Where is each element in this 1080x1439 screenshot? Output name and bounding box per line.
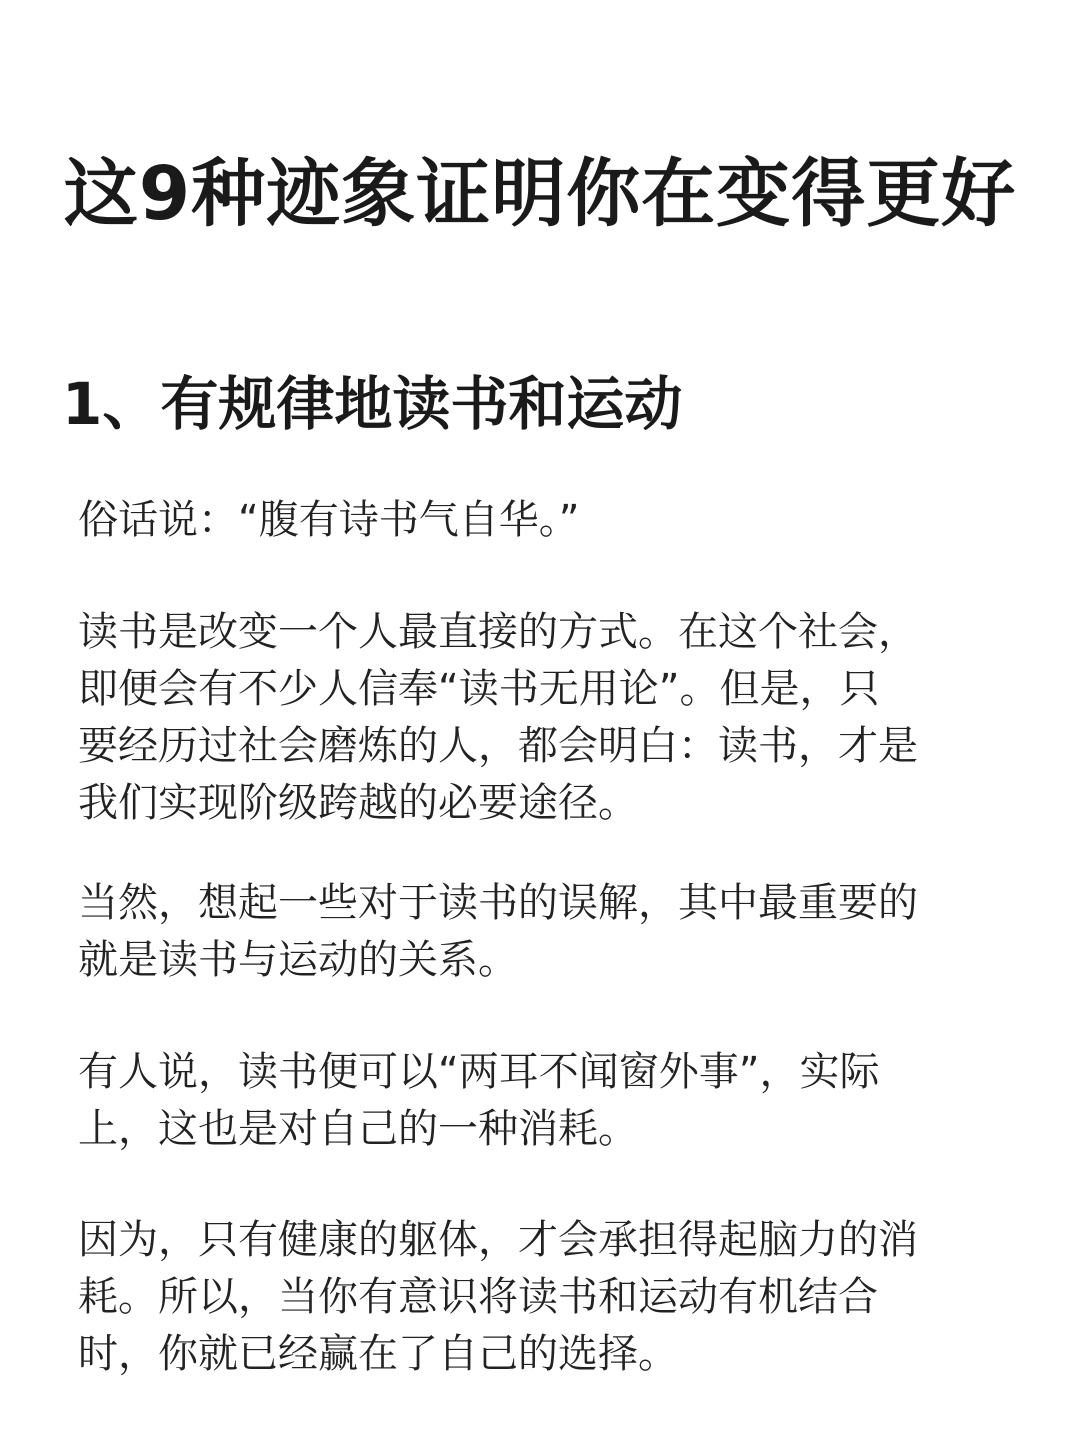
paragraph-line: 有人说，读书便可以“两耳不闻窗外事”，实际 [78,1049,880,1095]
paragraph-line: 我们实现阶级跨越的必要途径。 [78,780,638,826]
paragraph-line: 要经历过社会磨炼的人，都会明白：读书，才是 [78,723,918,769]
paragraph-line: 即便会有不少人信奉“读书无用论”。但是，只 [78,666,880,712]
paragraph-line: 就是读书与运动的关系。 [78,937,518,983]
section-heading: 1、有规律地读书和运动 [62,370,683,439]
paragraph-consumption [78,1044,1048,1158]
paragraph-line: 时，你就已经赢在了自己的选择。 [78,1331,678,1377]
paragraph-misunderstanding [78,875,1048,989]
paragraph-line: 耗。所以，当你有意识将读书和运动有机结合 [78,1274,878,1320]
paragraph-line: 因为，只有健康的躯体，才会承担得起脑力的消 [78,1217,918,1263]
paragraph-conclusion [78,1212,1048,1383]
paragraph-line: 俗话说：“腹有诗书气自华。” [78,497,580,543]
paragraph-line: 上，这也是对自己的一种消耗。 [78,1106,638,1152]
paragraph-line: 当然，想起一些对于读书的误解，其中最重要的 [78,880,918,926]
paragraph-reading [78,604,1048,832]
paragraph-line: 读书是改变一个人最直接的方式。在这个社会， [78,609,918,655]
article-title: 这9种迹象证明你在变得更好 [63,150,1017,237]
paragraph-proverb [78,492,1048,549]
